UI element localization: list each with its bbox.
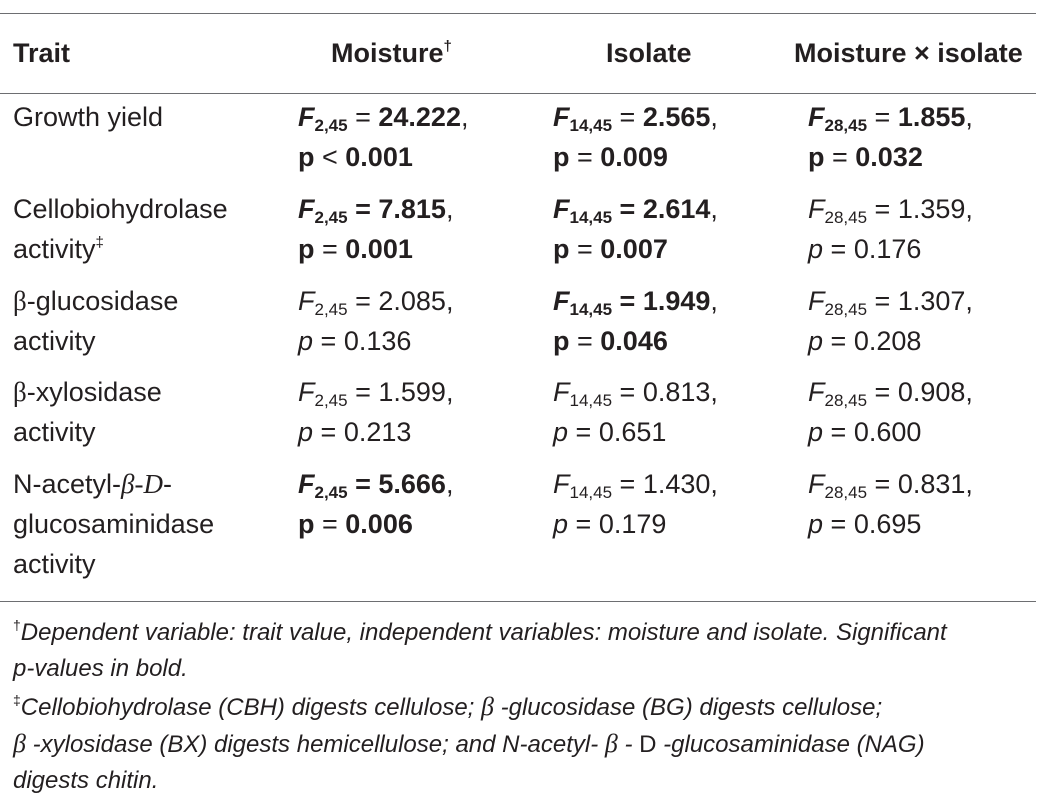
beta-symbol: β <box>13 729 26 758</box>
trait-nag: N-acetyl-β-D- glucosaminidase activity <box>13 469 215 579</box>
trait-growth-yield: Growth yield <box>13 102 164 132</box>
footnote-dagger: †Dependent variable: trait value, independent variables: moisture and isolate. Significant p-values in bold. <box>13 617 947 682</box>
stat-cell-cbh-isolate: $F_{14,45} = 2.614$, p = 0.007 <box>553 194 718 264</box>
header-moisture-label: Moisture <box>331 38 444 68</box>
stat-cell-cbh-interaction: $F_{28,45} = 1.359$, p = 0.176 <box>808 194 973 264</box>
stat-cell-bx-interaction: $F_{28,45} = 0.908$, p = 0.600 <box>808 377 973 447</box>
beta-symbol: β <box>481 692 494 721</box>
header-interaction: Moisture × isolate <box>794 38 1023 68</box>
trait-beta-xylosidase: β-xylosidase activity <box>13 377 162 447</box>
stat-cell-nag-interaction: $F_{28,45} = 0.831$, p = 0.695 <box>808 469 973 539</box>
stat-cell-bg-interaction: $F_{28,45} = 1.307$, p = 0.208 <box>808 286 973 356</box>
header-moisture-dagger: † <box>443 38 452 55</box>
header-trait: Trait <box>13 38 71 68</box>
stat-cell-growth-moisture: $F_{2,45} = 24.222$, p < 0.001 <box>298 102 469 172</box>
stat-cell-growth-isolate: $F_{14,45} = 2.565$, p = 0.009 <box>553 102 718 172</box>
header-moisture <box>331 33 452 73</box>
table-top-rule <box>0 13 1036 14</box>
trait-cellobiohydrolase: Cellobiohydrolase activity‡ <box>13 194 228 264</box>
stat-cell-nag-moisture: $F_{2,45} = 5.666$, p = 0.006 <box>298 469 454 539</box>
stat-cell-bg-isolate: $F_{14,45} = 1.949$, p = 0.046 <box>553 286 718 356</box>
header-isolate: Isolate <box>606 38 692 68</box>
stat-cell-nag-isolate: $F_{14,45} = 1.430$, p = 0.179 <box>553 469 718 539</box>
stat-cell-bg-moisture: $F_{2,45} = 2.085$, p = 0.136 <box>298 286 454 356</box>
beta-symbol: β <box>13 377 27 407</box>
footnote-double-dagger: ‡Cellobiohydrolase (CBH) digests cellulose; β -glucosidase (BG) digests cellulose; β -xylosidase (BX) digests hemicellulose; and N-acetyl- β - D -glucosaminidase (NAG) digests chitin. <box>13 692 925 794</box>
table-bottom-rule <box>0 601 1036 602</box>
beta-symbol: β <box>604 729 618 758</box>
stat-cell-cbh-moisture: $F_{2,45} = 7.815$, p = 0.001 <box>298 194 454 264</box>
trait-beta-glucosidase: β-glucosidase activity <box>13 286 179 356</box>
beta-symbol: β <box>13 286 27 316</box>
stat-cell-growth-interaction: $F_{28,45} = 1.855$, p = 0.032 <box>808 102 973 172</box>
table-header-rule <box>0 93 1036 94</box>
stat-cell-bx-isolate: $F_{14,45} = 0.813$, p = 0.651 <box>553 377 718 447</box>
stat-cell-bx-moisture: $F_{2,45} = 1.599$, p = 0.213 <box>298 377 454 447</box>
